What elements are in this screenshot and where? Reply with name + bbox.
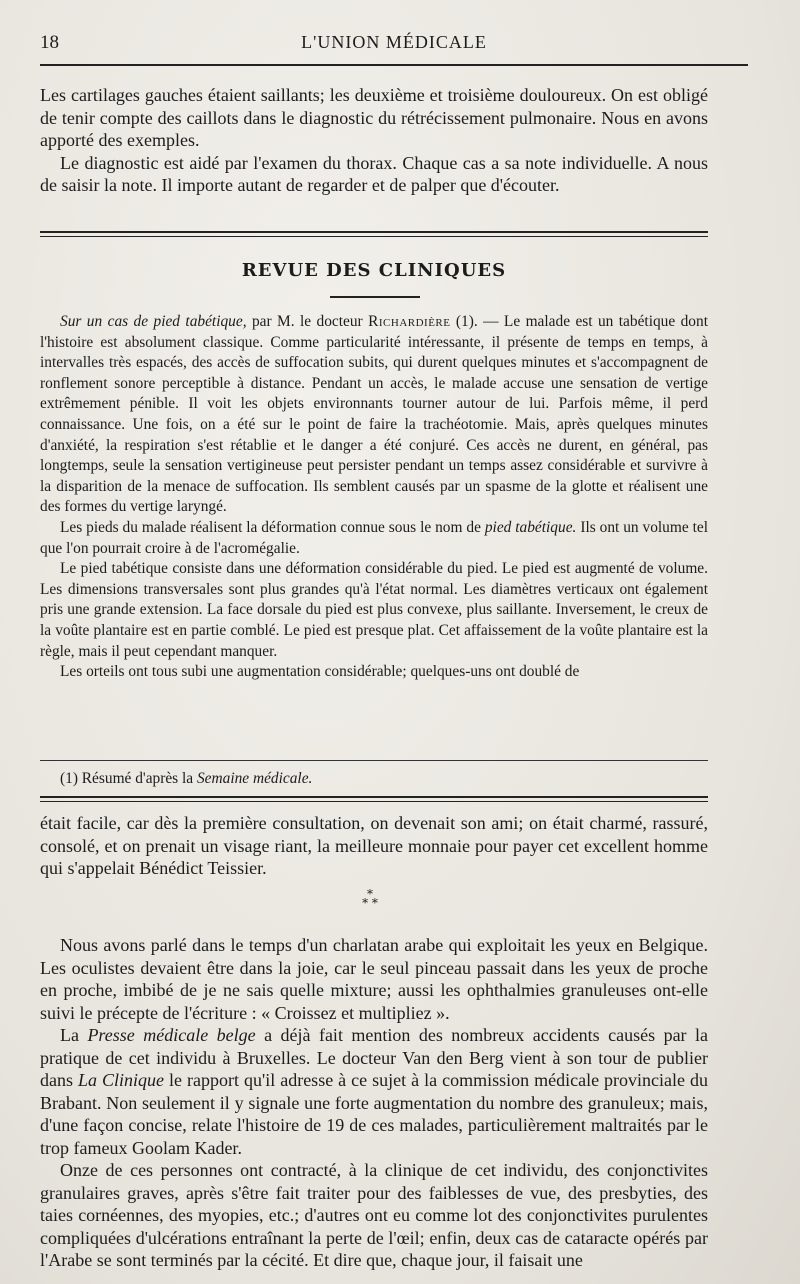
charlatan-paragraph-2-part-2: a déjà fait mention des nombreux accidents causés par la pratique de cet individu à Bruxelles. Le docteur Van den Berg vient à son tour de publier dans <box>40 1025 708 1090</box>
asterism: * * * <box>362 887 378 910</box>
top-paragraph-2: Le diagnostic est aidé par l'examen du thorax. Chaque cas a sa note individuelle. A nous de saisir la note. Il importe autant de regarder et de palper que d'écouter. <box>40 152 708 195</box>
article-separator <box>40 796 708 802</box>
clinic-paragraph-3: Le pied tabétique consiste dans une déformation considérable du pied. Le pied est augmenté de volume. Les dimensions transversales sont plus grandes qu'à l'état normal. Les diamètres verticaux ont également pris une grande extension. La face dorsale du pied est plus convexe, plus saillante. Inversement, le creux de la voûte plantaire est en partie comblé. Le pied est presque plat. Cet affaissement de la voûte plantaire est la règle, mais il peut cependant manquer. <box>40 560 708 660</box>
clinic-review-block <box>40 312 708 683</box>
charlatan-paragraph-2-part-3: le rapport qu'il adresse à ce sujet à la commission médicale provinciale du Brabant. Non seulement il y signale une forte augmentation du nombre des granuleux; mais, d'une façon concise, relate l'histoire de 19 de ces malades, particulièrement maltraités par le trop fameux Goolam Kader. <box>40 1070 709 1158</box>
charlatan-paragraph-2 <box>40 1024 708 1159</box>
footnote-text: (1) Résumé d'après la <box>60 770 194 787</box>
clinic-paragraph-1-text: — Le malade est un tabétique dont l'histoire est absolument classique. Comme particularité intéressante, il présente de temps en temps, à intervalles très espacés, des accès de suffocation subits, qui durent quelques minutes et s'accompagnent de ronflement sonore perceptible à distance. Pendant un accès, le malade accuse une sensation de vertige extrêmement pénible. Il voit les objets environnants tourner autour de lui. Parfois même, il perd connaissance. Une fois, on a été sur le point de faire la trachéotomie. Mais, après quelques minutes d'anxiété, la respiration s'est rétablie et le danger a été conjuré. Ces accès ne durent, en général, pas longtemps, seule la sensation vertigineuse peut persister pendant un temps assez considérable et survivre à la disparition de la menace de suffocation. Ils semblent causés par un spasme de la glotte et réalisent une des formes du vertige laryngé. <box>40 313 708 516</box>
continuation-paragraph: était facile, car dès la première consultation, on devenait son ami; on était charmé, rassuré, consolé, et on prenait un visage riant, la meilleure monnaie pour payer cet excellent homme qui s'appelait Bénédict Teissier. <box>40 813 708 878</box>
clinic-paragraph-1 <box>40 312 708 518</box>
charlatan-article-block <box>40 934 708 1272</box>
footnote <box>60 770 700 788</box>
running-head <box>40 32 748 58</box>
section-separator <box>40 231 708 237</box>
section-title: REVUE DES CLINIQUES <box>241 260 507 281</box>
clinic-paragraph-4: Les orteils ont tous subi une augmentation considérable; quelques-uns ont doublé de <box>60 663 580 681</box>
continuation-block <box>40 812 708 880</box>
clinic-paragraph-2 <box>40 518 708 559</box>
journal-title: L'UNION MÉDICALE <box>301 32 487 52</box>
la-clinique: La Clinique <box>78 1070 165 1090</box>
footnote-rule <box>40 760 708 761</box>
charlatan-paragraph-3: Onze de ces personnes ont contracté, à la clinique de cet individu, des conjonctivites granulaires graves, après s'être fait traiter pour des faiblesses de vue, des presbyties, des taies cornéennes, des myopies, etc.; d'autres ont eu comme lot des conjonctivites purulentes compliquées d'ulcérations entraînant la perte de l'œil; enfin, deux cas de cataracte opérés par l'Arabe se sont terminés par la cécité. Et dire que, chaque jour, il faisait une <box>40 1160 708 1270</box>
charlatan-paragraph-2-part-1: La <box>60 1025 79 1045</box>
header-rule <box>40 64 748 66</box>
author-prefix: par M. le docteur <box>251 313 363 330</box>
note-reference: (1). <box>455 313 478 330</box>
clinic-paragraph-2-after: Ils ont un volume tel que l'on pourrait croire à de l'acromégalie. <box>40 518 708 557</box>
top-text-block <box>40 84 708 197</box>
top-paragraph-1: Les cartilages gauches étaient saillants; les deuxième et troisième douloureux. On est obligé de tenir compte des caillots dans le diagnostic du rétrécissement pulmonaire. Nous en avons apporté des exemples. <box>40 85 708 150</box>
footnote-source: Semaine médicale. <box>196 770 313 787</box>
clinic-paragraph-2-before: Les pieds du malade réalisent la déformation connue sous le nom de <box>60 518 481 536</box>
author-name: Richardière <box>368 313 451 330</box>
clinic-paragraph-2-term: pied tabétique. <box>484 518 577 536</box>
article-title: Sur un cas de pied tabétique, <box>60 313 247 330</box>
charlatan-paragraph-1: Nous avons parlé dans le temps d'un charlatan arabe qui exploitait les yeux en Belgique. Les oculistes devaient être dans la joie, car le seul pinceau passait dans les yeux de proche en proche, imbibé de je ne sais quelle mixture; aussi les ophthalmies granuleuses ont-elle suivi le précepte de l'écriture : « Croissez et multipliez ». <box>40 935 708 1023</box>
title-underline <box>330 296 420 298</box>
page-number: 18 <box>40 32 59 53</box>
presse-medicale-belge: Presse médicale belge <box>87 1025 256 1045</box>
